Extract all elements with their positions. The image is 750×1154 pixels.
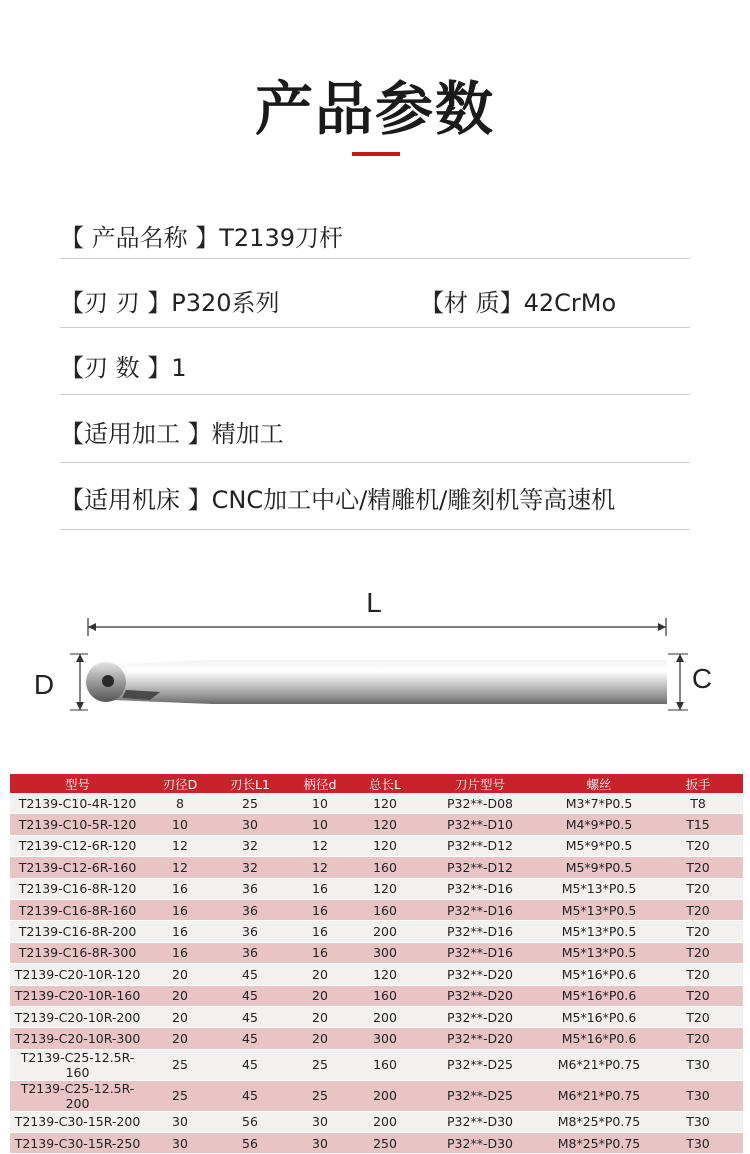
table-row [10, 1028, 743, 1049]
table-cell: M5*13*P0.5 [545, 921, 653, 942]
table-row [10, 899, 743, 920]
table-cell: 20 [285, 1028, 355, 1049]
column-header: 刀片型号 [415, 774, 545, 793]
table-cell: 32 [215, 835, 285, 856]
table-cell: 300 [355, 1028, 415, 1049]
spec-row-machines [60, 480, 690, 530]
page-title: 产品参数 [254, 75, 495, 143]
table-cell: 25 [285, 1049, 355, 1080]
table-cell: T20 [653, 835, 743, 856]
table-cell: M5*16*P0.6 [545, 1028, 653, 1049]
table-cell: M5*9*P0.5 [545, 857, 653, 878]
table-cell: T15 [653, 814, 743, 835]
table-cell: T2139-C16-8R-160 [10, 899, 145, 920]
table-cell: 36 [215, 899, 285, 920]
table-cell: M5*16*P0.6 [545, 985, 653, 1006]
table-cell: M5*13*P0.5 [545, 899, 653, 920]
table-cell: P32**-D25 [415, 1080, 545, 1111]
table-cell: 36 [215, 921, 285, 942]
table-cell: M8*25*P0.75 [545, 1111, 653, 1132]
table-cell: P32**-D08 [415, 793, 545, 814]
table-cell: 120 [355, 964, 415, 985]
table-cell: 25 [215, 793, 285, 814]
table-cell: 25 [145, 1080, 215, 1111]
tool-diagram [0, 580, 750, 730]
table-cell: P32**-D16 [415, 878, 545, 899]
table-cell: 45 [215, 1006, 285, 1027]
table-cell: T20 [653, 878, 743, 899]
table-cell: 8 [145, 793, 215, 814]
column-header: 螺丝 [545, 774, 653, 793]
table-row [10, 814, 743, 835]
table-cell: T20 [653, 921, 743, 942]
table-cell: T2139-C30-15R-250 [10, 1133, 145, 1154]
table-cell: P32**-D16 [415, 899, 545, 920]
table-cell: 200 [355, 1006, 415, 1027]
table-cell: 45 [215, 985, 285, 1006]
table-cell: 32 [215, 857, 285, 878]
table-cell: 20 [145, 1028, 215, 1049]
table-cell: 10 [285, 793, 355, 814]
table-cell: 30 [145, 1133, 215, 1154]
table-cell: 36 [215, 878, 285, 899]
table-cell: 200 [355, 921, 415, 942]
table-body [10, 793, 743, 1154]
table-cell: 120 [355, 878, 415, 899]
column-header: 总长L [355, 774, 415, 793]
table-cell: 20 [285, 964, 355, 985]
spec-row-processing [60, 414, 690, 463]
table-cell: 300 [355, 942, 415, 963]
spec-row-name [60, 218, 690, 259]
table-cell: 25 [145, 1049, 215, 1080]
table-cell: T30 [653, 1080, 743, 1111]
table-cell: 16 [145, 942, 215, 963]
table-row [10, 835, 743, 856]
label-l: L [366, 587, 382, 618]
table-row [10, 878, 743, 899]
spec-machines: 【适用机床 】CNC加工中心/精雕机/雕刻机等高速机 [60, 486, 616, 514]
spec-row-blade-material [60, 283, 690, 328]
table-cell: T30 [653, 1133, 743, 1154]
spec-row-edges [60, 348, 690, 395]
table-cell: T20 [653, 964, 743, 985]
table-cell: 25 [285, 1080, 355, 1111]
spec-processing: 【适用加工 】精加工 [60, 420, 284, 448]
table-cell: P32**-D10 [415, 814, 545, 835]
table-cell: P32**-D20 [415, 1028, 545, 1049]
table-cell: 16 [145, 878, 215, 899]
table-cell: T2139-C12-6R-160 [10, 857, 145, 878]
table-cell: 56 [215, 1111, 285, 1132]
table-cell: T2139-C10-5R-120 [10, 814, 145, 835]
table-cell: M6*21*P0.75 [545, 1049, 653, 1080]
table-cell: 120 [355, 814, 415, 835]
table-cell: T2139-C20-10R-120 [10, 964, 145, 985]
table-row [10, 857, 743, 878]
spec-blade: 【刃 刃 】P320系列 [60, 289, 280, 317]
table-cell: P32**-D20 [415, 985, 545, 1006]
table-cell: 200 [355, 1111, 415, 1132]
table-cell: 200 [355, 1080, 415, 1111]
column-header: 刃径D [145, 774, 215, 793]
table-cell: M8*25*P0.75 [545, 1133, 653, 1154]
table-cell: T2139-C20-10R-160 [10, 985, 145, 1006]
spec-edges: 【刃 数 】1 [60, 354, 187, 382]
table-cell: 12 [285, 835, 355, 856]
table-cell: M5*16*P0.6 [545, 1006, 653, 1027]
table-cell: T20 [653, 1028, 743, 1049]
table-cell: P32**-D25 [415, 1049, 545, 1080]
spec-material: 【材 质】42CrMo [420, 289, 617, 317]
table-cell: 36 [215, 942, 285, 963]
table-cell: M4*9*P0.5 [545, 814, 653, 835]
column-header: 柄径d [285, 774, 355, 793]
column-header: 扳手 [653, 774, 743, 793]
table-cell: T2139-C20-10R-200 [10, 1006, 145, 1027]
table-cell: P32**-D16 [415, 921, 545, 942]
table-row [10, 985, 743, 1006]
table-cell: 16 [285, 921, 355, 942]
table-cell: 12 [145, 835, 215, 856]
table-cell: T30 [653, 1049, 743, 1080]
parameter-table [10, 774, 743, 1154]
table-cell: T2139-C16-8R-200 [10, 921, 145, 942]
table-cell: T2139-C20-10R-300 [10, 1028, 145, 1049]
spec-name: 【 产品名称 】T2139刀杆 [60, 224, 343, 252]
table-cell: 30 [285, 1111, 355, 1132]
table-cell: 30 [285, 1133, 355, 1154]
table-cell: M5*9*P0.5 [545, 835, 653, 856]
table-cell: 56 [215, 1133, 285, 1154]
table-cell: M3*7*P0.5 [545, 793, 653, 814]
diameter-c-dimension [668, 654, 688, 710]
table-cell: T20 [653, 985, 743, 1006]
table-cell: T2139-C25-12.5R-200 [10, 1080, 145, 1111]
column-header: 刃长L1 [215, 774, 285, 793]
table-cell: 20 [145, 985, 215, 1006]
label-c: C [691, 663, 713, 694]
table-cell: T20 [653, 857, 743, 878]
table-cell: 16 [145, 899, 215, 920]
table-cell: T2139-C16-8R-300 [10, 942, 145, 963]
table-cell: M6*21*P0.75 [545, 1080, 653, 1111]
table-cell: P32**-D16 [415, 942, 545, 963]
table-cell: T2139-C16-8R-120 [10, 878, 145, 899]
diameter-d-dimension [70, 654, 88, 710]
column-header: 型号 [10, 774, 145, 793]
table-cell: 16 [145, 921, 215, 942]
table-row [10, 1133, 743, 1154]
table-cell: P32**-D12 [415, 835, 545, 856]
table-row [10, 964, 743, 985]
table-cell: P32**-D20 [415, 1006, 545, 1027]
tool-body [86, 660, 667, 704]
table-cell: 45 [215, 964, 285, 985]
table-row [10, 1111, 743, 1132]
table-cell: 20 [285, 1006, 355, 1027]
table-cell: 160 [355, 1049, 415, 1080]
table-cell: 30 [215, 814, 285, 835]
table-cell: T20 [653, 899, 743, 920]
table-cell: 120 [355, 835, 415, 856]
table-cell: P32**-D20 [415, 964, 545, 985]
table-row [10, 1080, 743, 1111]
table-cell: 16 [285, 878, 355, 899]
table-cell: M5*13*P0.5 [545, 942, 653, 963]
table-cell: 16 [285, 942, 355, 963]
table-cell: 30 [145, 1111, 215, 1132]
table-cell: 45 [215, 1080, 285, 1111]
table-cell: 45 [215, 1049, 285, 1080]
table-cell: P32**-D30 [415, 1111, 545, 1132]
table-header-row [10, 774, 743, 793]
table-row [10, 921, 743, 942]
table-cell: T30 [653, 1111, 743, 1132]
title-underline [352, 152, 400, 156]
table-cell: T2139-C30-15R-200 [10, 1111, 145, 1132]
table-cell: 160 [355, 985, 415, 1006]
table-cell: 20 [145, 1006, 215, 1027]
table-cell: 160 [355, 857, 415, 878]
table-cell: P32**-D12 [415, 857, 545, 878]
table-cell: 20 [145, 964, 215, 985]
table-row [10, 942, 743, 963]
table-row [10, 793, 743, 814]
table-cell: 120 [355, 793, 415, 814]
table-cell: 20 [285, 985, 355, 1006]
table-row [10, 1049, 743, 1080]
table-cell: 10 [145, 814, 215, 835]
length-dimension [88, 618, 666, 636]
table-cell: M5*16*P0.6 [545, 964, 653, 985]
table-cell: T8 [653, 793, 743, 814]
table-cell: T20 [653, 942, 743, 963]
table-cell: 12 [285, 857, 355, 878]
table-cell: T2139-C12-6R-120 [10, 835, 145, 856]
table-row [10, 1006, 743, 1027]
table-cell: 10 [285, 814, 355, 835]
table-cell: T2139-C25-12.5R-160 [10, 1049, 145, 1080]
table-cell: 45 [215, 1028, 285, 1049]
table-cell: 16 [285, 899, 355, 920]
table-cell: 250 [355, 1133, 415, 1154]
table-cell: T2139-C10-4R-120 [10, 793, 145, 814]
table-cell: P32**-D30 [415, 1133, 545, 1154]
table-cell: 160 [355, 899, 415, 920]
table-cell: T20 [653, 1006, 743, 1027]
table-cell: M5*13*P0.5 [545, 878, 653, 899]
label-d: D [33, 669, 55, 700]
table-cell: 12 [145, 857, 215, 878]
